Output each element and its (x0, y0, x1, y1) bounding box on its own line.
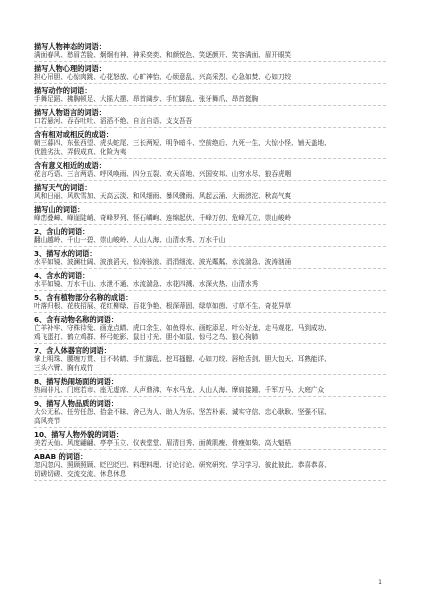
word-line: 口若悬河、吞吞吐吐、滔滔不绝、自言自语、支支吾吾 (34, 117, 193, 125)
section-heading: 10、描写人物外貌的词语： (34, 430, 124, 439)
word-line: 三头六臂、胸有成竹 (34, 364, 94, 372)
section-heading: 8、描写热闹场面的词语： (34, 377, 119, 386)
section-heading: 描写动作的词语： (34, 86, 92, 95)
section-heading: 含有相对或相反的成语： (34, 130, 114, 139)
section-heading: 5、含有植物部分名称的成语： (34, 293, 133, 302)
word-line: 掌上明珠、腰缠万贯、目不转睛、手忙脚乱、挖耳搔腮、心如刀绞、唇枪舌剑、胆大包天、耳熟能详、 (34, 355, 331, 363)
word-line: 优胜劣汰、弄假成真、化险为夷 (34, 148, 127, 156)
word-line: 满面春风、愁眉苦脸、炯炯有神、神采奕奕、和颜悦色、笑逐颜开、笑容满面、眉开眼笑 (34, 51, 292, 59)
word-line: 水平如镜、万水千山、水泄不通、水流湍急、水花四溅、水深火热、山清水秀 (34, 280, 259, 288)
section-heading: 描写人物神态的词语： (34, 42, 106, 51)
dashed-divider (34, 61, 386, 62)
dashed-divider (34, 180, 386, 181)
dashed-divider (34, 290, 386, 291)
dashed-divider (34, 396, 386, 397)
word-line: 朝三暮四、东张西望、虎头蛇尾、三长两短、明争暗斗、空前绝后、九死一生、大惊小怪、铺天盖地、 (34, 139, 331, 147)
dashed-divider (34, 202, 386, 203)
section-heading: 3、描写水的词语： (34, 249, 97, 258)
dashed-divider (34, 224, 386, 225)
word-line: 叶落归根、花枝招展、花红柳绿、百花争艳、根深蒂固、绿草如茵、寸草不生、奇花异草 (34, 302, 292, 310)
section-heading: 2、含山的词语： (34, 227, 90, 236)
word-line: 峰峦叠嶂、峰崖陡峭、奇峰罗列、怪石嶙峋、连绵起伏、千峰万仞、危峰兀立、崇山峻岭 (34, 214, 292, 222)
section-heading: 含有意义相近的成语： (34, 161, 106, 170)
word-line: 鸡飞蛋打、鹤立鸡群、杯弓蛇影、鼠目寸光、胆小如鼠、惊弓之鸟、狼心狗肺 (34, 333, 259, 341)
section-heading: 描写人物心理的词语： (34, 64, 106, 73)
dashed-divider (34, 343, 386, 344)
word-line: 翻山越岭、千山一碧、崇山峻岭、人山人海、山清水秀、万水千山 (34, 236, 226, 244)
section-heading: ABAB 的词语： (34, 452, 88, 461)
word-line: 高风亮节 (34, 417, 61, 425)
page-number: 1 (378, 579, 382, 586)
word-line: 担心吊胆、心惊肉跳、心花怒放、心旷神怡、心烦意乱、兴高采烈、心急如焚、心如刀绞 (34, 73, 292, 81)
word-line: 花言巧语、三言两语、呼风唤雨、四分五裂、欢天喜地、兴国安邦、山穷水尽、狼吞虎咽 (34, 170, 292, 178)
section-heading: 9、描写人物品质的词语： (34, 399, 119, 408)
dashed-divider (34, 449, 386, 450)
dashed-divider (34, 158, 386, 159)
dashed-divider (34, 427, 386, 428)
word-line: 切磋切磋、交流交流、休息休息 (34, 470, 127, 478)
dashed-divider (34, 83, 386, 84)
section-heading: 描写山的词语： (34, 205, 85, 214)
section-heading: 4、含水的词语： (34, 271, 90, 280)
word-line: 手舞足蹈、拂胸顿足、大摇大摆、昂首阔步、手忙脚乱、张牙舞爪、昂首挺胸 (34, 95, 259, 103)
word-line: 美若天仙、风度翩翩、亭亭玉立、仪表堂堂、眉清目秀、面黄肌瘦、骨瘦如柴、高大魁梧 (34, 439, 292, 447)
dashed-divider (34, 374, 386, 375)
dashed-divider (34, 127, 386, 128)
word-line: 忽闪忽闪、照顾照顾、眨巴眨巴、料理料理、讨论讨论、研究研究、学习学习、彼此彼此、恭喜恭喜、 (34, 461, 331, 469)
dashed-divider (34, 268, 386, 269)
section-heading: 6、含有动物名称的词语： (34, 315, 119, 324)
dashed-divider (34, 480, 386, 481)
dashed-divider (34, 246, 386, 247)
word-line: 热闹非凡、门庭若市、座无虚席、人声鼎沸、车水马龙、人山人海、摩肩接踵、千军万马、大庭广众 (34, 386, 325, 394)
word-line: 风和日丽、风吹雪加、天高云淡、和风细雨、暴风骤雨、风起云涌、大雨滂沱、秋高气爽 (34, 192, 292, 200)
word-line: 大公无私、任劳任怨、拾金不昧、舍己为人、助人为乐、坚苦朴素、诚实守信、忠心耿耿、坚强不屈、 (34, 408, 331, 416)
word-list-content (34, 40, 386, 482)
dashed-divider (34, 312, 386, 313)
section-heading: 7、含人体器官的词语： (34, 346, 111, 355)
section-heading: 描写天气的词语： (34, 183, 92, 192)
word-line: 水平如镜、波澜壮阔、波浪滔天、惊涛骇浪、涓涓细流、波光粼粼、水流湍急、波涛汹涌 (34, 258, 292, 266)
word-line: 亡羊补牢、守株待兔、画龙点睛、虎口余生、如鱼得水、画蛇添足、叶公好龙、走马观花、马到成功、 (34, 324, 331, 332)
section-heading: 描写人物语言的词语： (34, 108, 106, 117)
dashed-divider (34, 105, 386, 106)
